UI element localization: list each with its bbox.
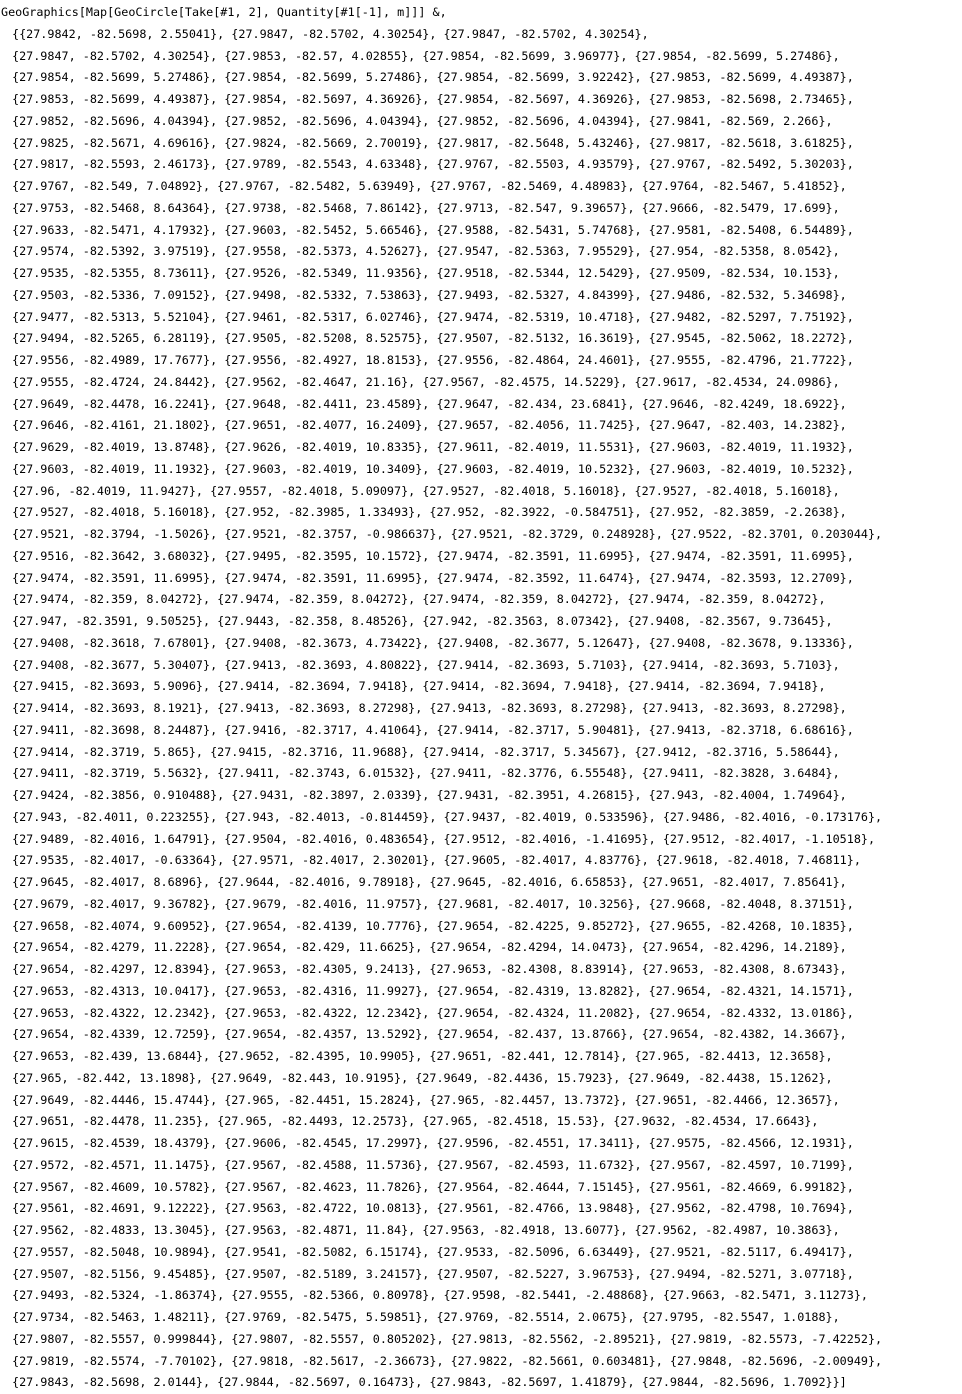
code-line: {27.9645, -82.4017, 8.6896}, {27.9644, -82.4016, 9.78918}, {27.9645, -82.4016, 6.65853}, {27.9651, -82.4017, 7.85641},	[12, 875, 847, 889]
code-line: {27.96, -82.4019, 11.9427}, {27.9557, -82.4018, 5.09097}, {27.9527, -82.4018, 5.16018}, {27.9527, -82.4018, 5.16018},	[12, 483, 840, 498]
code-line: {27.9507, -82.5156, 9.45485}, {27.9507, -82.5189, 3.24157}, {27.9507, -82.5227, 3.96753}, {27.9494, -82.5271, 3.07718},	[12, 1266, 854, 1281]
code-line: {27.9654, -82.4279, 11.2228}, {27.9654, -82.429, 11.6625}, {27.9654, -82.4294, 14.0473}, {27.9654, -82.4296, 14.2189},	[12, 940, 847, 955]
code-line: {27.9819, -82.5574, -7.70102}, {27.9818, -82.5617, -2.36673}, {27.9822, -82.5661, 0.603481}, {27.9848, -82.5696, -2.00949},	[12, 1353, 883, 1368]
code-line: {27.9477, -82.5313, 5.52104}, {27.9461, -82.5317, 6.02746}, {27.9474, -82.5319, 10.4718}, {27.9482, -82.5297, 7.75192},	[12, 309, 854, 324]
code-line: {27.9615, -82.4539, 18.4379}, {27.9606, -82.4545, 17.2997}, {27.9596, -82.4551, 17.3411}, {27.9575, -82.4566, 12.1931},	[12, 1136, 854, 1150]
code-line: {27.9474, -82.359, 8.04272}, {27.9474, -82.359, 8.04272}, {27.9474, -82.359, 8.04272}, {27.9474, -82.359, 8.04272},	[12, 592, 826, 607]
code-line: {27.9414, -82.3693, 8.1921}, {27.9413, -82.3693, 8.27298}, {27.9413, -82.3693, 8.27298}, {27.9413, -82.3693, 8.27298},	[12, 701, 847, 715]
code-line: {27.9572, -82.4571, 11.1475}, {27.9567, -82.4588, 11.5736}, {27.9567, -82.4593, 11.6732}, {27.9567, -82.4597, 10.7199},	[12, 1157, 854, 1172]
code-line: {27.9653, -82.4313, 10.0417}, {27.9653, -82.4316, 11.9927}, {27.9654, -82.4319, 13.8282}, {27.9654, -82.4321, 14.1571},	[12, 983, 854, 998]
code-line: {27.9414, -82.3719, 5.865}, {27.9415, -82.3716, 11.9688}, {27.9414, -82.3717, 5.34567}, {27.9412, -82.3716, 5.58644},	[12, 744, 840, 759]
code-line: {27.9825, -82.5671, 4.69616}, {27.9824, -82.5669, 2.70019}, {27.9817, -82.5648, 5.43246}, {27.9817, -82.5618, 3.61825},	[12, 135, 854, 150]
code-line: {27.9493, -82.5324, -1.86374}, {27.9555, -82.5366, 0.80978}, {27.9598, -82.5441, -2.48868}, {27.9663, -82.5471, 3.11273},	[12, 1288, 868, 1303]
code-line: {27.9424, -82.3856, 0.910488}, {27.9431, -82.3897, 2.0339}, {27.9431, -82.3951, 4.26815}, {27.943, -82.4004, 1.74964},	[12, 788, 847, 802]
code-line: {27.9408, -82.3618, 7.67801}, {27.9408, -82.3673, 4.73422}, {27.9408, -82.3677, 5.12647}, {27.9408, -82.3678, 9.13336},	[12, 635, 854, 650]
code-line: {27.9651, -82.4478, 11.235}, {27.965, -82.4493, 12.2573}, {27.965, -82.4518, 15.53}, {27.9632, -82.4534, 17.6643},	[12, 1114, 819, 1129]
code-line: {27.965, -82.442, 13.1898}, {27.9649, -82.443, 10.9195}, {27.9649, -82.4436, 15.7923}, {27.9649, -82.4438, 15.1262},	[12, 1070, 833, 1085]
code-line: {{27.9842, -82.5698, 2.55041}, {27.9847, -82.5702, 4.30254}, {27.9847, -82.5702, 4.30254},	[12, 26, 649, 41]
code-line: {27.9633, -82.5471, 4.17932}, {27.9603, -82.5452, 5.66546}, {27.9588, -82.5431, 5.74768}, {27.9581, -82.5408, 6.54489},	[12, 222, 854, 237]
code-line: {27.9535, -82.4017, -0.63364}, {27.9571, -82.4017, 2.30201}, {27.9605, -82.4017, 4.83776}, {27.9618, -82.4018, 7.46811},	[12, 853, 861, 868]
code-line: {27.9555, -82.4724, 24.8442}, {27.9562, -82.4647, 21.16}, {27.9567, -82.4575, 14.5229}, {27.9617, -82.4534, 24.0986},	[12, 374, 840, 389]
code-line: {27.9646, -82.4161, 21.1802}, {27.9651, -82.4077, 16.2409}, {27.9657, -82.4056, 11.7425}, {27.9647, -82.403, 14.2382},	[12, 418, 847, 433]
code-line: {27.9653, -82.439, 13.6844}, {27.9652, -82.4395, 10.9905}, {27.9651, -82.441, 12.7814}, {27.965, -82.4413, 12.3658},	[12, 1049, 833, 1063]
code-line: {27.9658, -82.4074, 9.60952}, {27.9654, -82.4139, 10.7776}, {27.9654, -82.4225, 9.85272}, {27.9655, -82.4268, 10.1835},	[12, 918, 854, 933]
code-line: {27.9489, -82.4016, 1.64791}, {27.9504, -82.4016, 0.483654}, {27.9512, -82.4016, -1.41695}, {27.9512, -82.4017, -1.10518},	[12, 831, 876, 846]
code-line: {27.9411, -82.3719, 5.5632}, {27.9411, -82.3743, 6.01532}, {27.9411, -82.3776, 6.55548}, {27.9411, -82.3828, 3.6484},	[12, 766, 840, 781]
code-line: {27.9603, -82.4019, 11.1932}, {27.9603, -82.4019, 10.3409}, {27.9603, -82.4019, 10.5232}, {27.9603, -82.4019, 10.5232},	[12, 461, 854, 476]
code-line: {27.9807, -82.5557, 0.999844}, {27.9807, -82.5557, 0.805202}, {27.9813, -82.5562, -2.89521}, {27.9819, -82.5573, -7.42252},	[12, 1331, 883, 1346]
code-line: {27.9653, -82.4322, 12.2342}, {27.9653, -82.4322, 12.2342}, {27.9654, -82.4324, 11.2082}, {27.9654, -82.4332, 13.0186},	[12, 1005, 854, 1020]
code-line: {27.9679, -82.4017, 9.36782}, {27.9679, -82.4016, 11.9757}, {27.9681, -82.4017, 10.3256}, {27.9668, -82.4048, 8.37151},	[12, 896, 854, 911]
code-line: {27.9535, -82.5355, 8.73611}, {27.9526, -82.5349, 11.9356}, {27.9518, -82.5344, 12.5429}, {27.9509, -82.534, 10.153},	[12, 266, 840, 280]
code-line: {27.9649, -82.4478, 16.2241}, {27.9648, -82.4411, 23.4589}, {27.9647, -82.434, 23.6841}, {27.9646, -82.4249, 18.6922},	[12, 396, 847, 411]
code-line: {27.9629, -82.4019, 13.8748}, {27.9626, -82.4019, 10.8335}, {27.9611, -82.4019, 11.5531}, {27.9603, -82.4019, 11.1932},	[12, 440, 854, 454]
code-line: {27.9854, -82.5699, 5.27486}, {27.9854, -82.5699, 5.27486}, {27.9854, -82.5699, 3.92242}, {27.9853, -82.5699, 4.49387},	[12, 70, 854, 85]
code-line: {27.9767, -82.549, 7.04892}, {27.9767, -82.5482, 5.63949}, {27.9767, -82.5469, 4.48983}, {27.9764, -82.5467, 5.41852},	[12, 179, 847, 193]
code-line: {27.9817, -82.5593, 2.46173}, {27.9789, -82.5543, 4.63348}, {27.9767, -82.5503, 4.93579}, {27.9767, -82.5492, 5.30203},	[12, 157, 854, 172]
code-line: {27.9561, -82.4691, 9.12222}, {27.9563, -82.4722, 10.0813}, {27.9561, -82.4766, 13.9848}, {27.9562, -82.4798, 10.7694},	[12, 1201, 854, 1216]
code-line: {27.9654, -82.4339, 12.7259}, {27.9654, -82.4357, 13.5292}, {27.9654, -82.437, 13.8766}, {27.9654, -82.4382, 14.3667},	[12, 1027, 847, 1042]
code-line: {27.943, -82.4011, 0.223255}, {27.943, -82.4013, -0.814459}, {27.9437, -82.4019, 0.533596}, {27.9486, -82.4016, -0.173176},	[12, 809, 883, 824]
code-line: {27.9852, -82.5696, 4.04394}, {27.9852, -82.5696, 4.04394}, {27.9852, -82.5696, 4.04394}, {27.9841, -82.569, 2.266},	[12, 113, 833, 128]
code-line: {27.9562, -82.4833, 13.3045}, {27.9563, -82.4871, 11.84}, {27.9563, -82.4918, 13.6077}, {27.9562, -82.4987, 10.3863},	[12, 1223, 840, 1237]
code-line: {27.9408, -82.3677, 5.30407}, {27.9413, -82.3693, 4.80822}, {27.9414, -82.3693, 5.7103}, {27.9414, -82.3693, 5.7103},	[12, 657, 840, 672]
code-line: {27.9853, -82.5699, 4.49387}, {27.9854, -82.5697, 4.36926}, {27.9854, -82.5697, 4.36926}, {27.9853, -82.5698, 2.73465},	[12, 92, 854, 106]
code-line: {27.9734, -82.5463, 1.48211}, {27.9769, -82.5475, 5.59851}, {27.9769, -82.5514, 2.0675}, {27.9795, -82.5547, 1.0188},	[12, 1310, 840, 1324]
code-line: {27.9521, -82.3794, -1.5026}, {27.9521, -82.3757, -0.986637}, {27.9521, -82.3729, 0.248928}, {27.9522, -82.3701, 0.203044},	[12, 527, 883, 541]
code-line: {27.9516, -82.3642, 3.68032}, {27.9495, -82.3595, 10.1572}, {27.9474, -82.3591, 11.6995}, {27.9474, -82.3591, 11.6995},	[12, 548, 854, 563]
code-line: {27.9574, -82.5392, 3.97519}, {27.9558, -82.5373, 4.52627}, {27.9547, -82.5363, 7.95529}, {27.954, -82.5358, 8.0542},	[12, 244, 840, 259]
code-line: {27.9556, -82.4989, 17.7677}, {27.9556, -82.4927, 18.8153}, {27.9556, -82.4864, 24.4601}, {27.9555, -82.4796, 21.7722},	[12, 353, 854, 367]
code-line: {27.9843, -82.5698, 2.0144}, {27.9844, -82.5697, 0.16473}, {27.9843, -82.5697, 1.41879}, {27.9844, -82.5696, 1.7092}}]	[12, 1375, 847, 1390]
code-line: {27.9474, -82.3591, 11.6995}, {27.9474, -82.3591, 11.6995}, {27.9474, -82.3592, 11.6474}, {27.9474, -82.3593, 12.2709},	[12, 570, 854, 585]
code-line: {27.9649, -82.4446, 15.4744}, {27.965, -82.4451, 15.2824}, {27.965, -82.4457, 13.7372}, {27.9651, -82.4466, 12.3657},	[12, 1092, 840, 1107]
code-line: {27.9567, -82.4609, 10.5782}, {27.9567, -82.4623, 11.7826}, {27.9564, -82.4644, 7.15145}, {27.9561, -82.4669, 6.99182},	[12, 1179, 854, 1194]
code-line: {27.9847, -82.5702, 4.30254}, {27.9853, -82.57, 4.02855}, {27.9854, -82.5699, 3.96977}, {27.9854, -82.5699, 5.27486},	[12, 48, 840, 63]
code-line: {27.9527, -82.4018, 5.16018}, {27.952, -82.3985, 1.33493}, {27.952, -82.3922, -0.584751}, {27.952, -82.3859, -2.2638},	[12, 505, 847, 520]
code-line: {27.947, -82.3591, 9.50525}, {27.9443, -82.358, 8.48526}, {27.942, -82.3563, 8.07342}, {27.9408, -82.3567, 9.73645},	[12, 614, 833, 628]
code-line: GeoGraphics[Map[GeoCircle[Take[#1, 2], Quantity[#1[-1], m]]] &,	[1, 5, 447, 19]
code-line: {27.9411, -82.3698, 8.24487}, {27.9416, -82.3717, 4.41064}, {27.9414, -82.3717, 5.90481}, {27.9413, -82.3718, 6.68616},	[12, 722, 854, 737]
code-line: {27.9753, -82.5468, 8.64364}, {27.9738, -82.5468, 7.86142}, {27.9713, -82.547, 9.39657}, {27.9666, -82.5479, 17.699},	[12, 200, 840, 215]
code-line: {27.9557, -82.5048, 10.9894}, {27.9541, -82.5082, 6.15174}, {27.9533, -82.5096, 6.63449}, {27.9521, -82.5117, 6.49417},	[12, 1244, 854, 1259]
code-line: {27.9494, -82.5265, 6.28119}, {27.9505, -82.5208, 8.52575}, {27.9507, -82.5132, 16.3619}, {27.9545, -82.5062, 18.2272},	[12, 331, 854, 346]
code-line: {27.9415, -82.3693, 5.9096}, {27.9414, -82.3694, 7.9418}, {27.9414, -82.3694, 7.9418}, {27.9414, -82.3694, 7.9418},	[12, 679, 826, 694]
code-line: {27.9503, -82.5336, 7.09152}, {27.9498, -82.5332, 7.53863}, {27.9493, -82.5327, 4.84399}, {27.9486, -82.532, 5.34698},	[12, 287, 847, 302]
code-line: {27.9654, -82.4297, 12.8394}, {27.9653, -82.4305, 9.2413}, {27.9653, -82.4308, 8.83914}, {27.9653, -82.4308, 8.67343},	[12, 962, 847, 976]
